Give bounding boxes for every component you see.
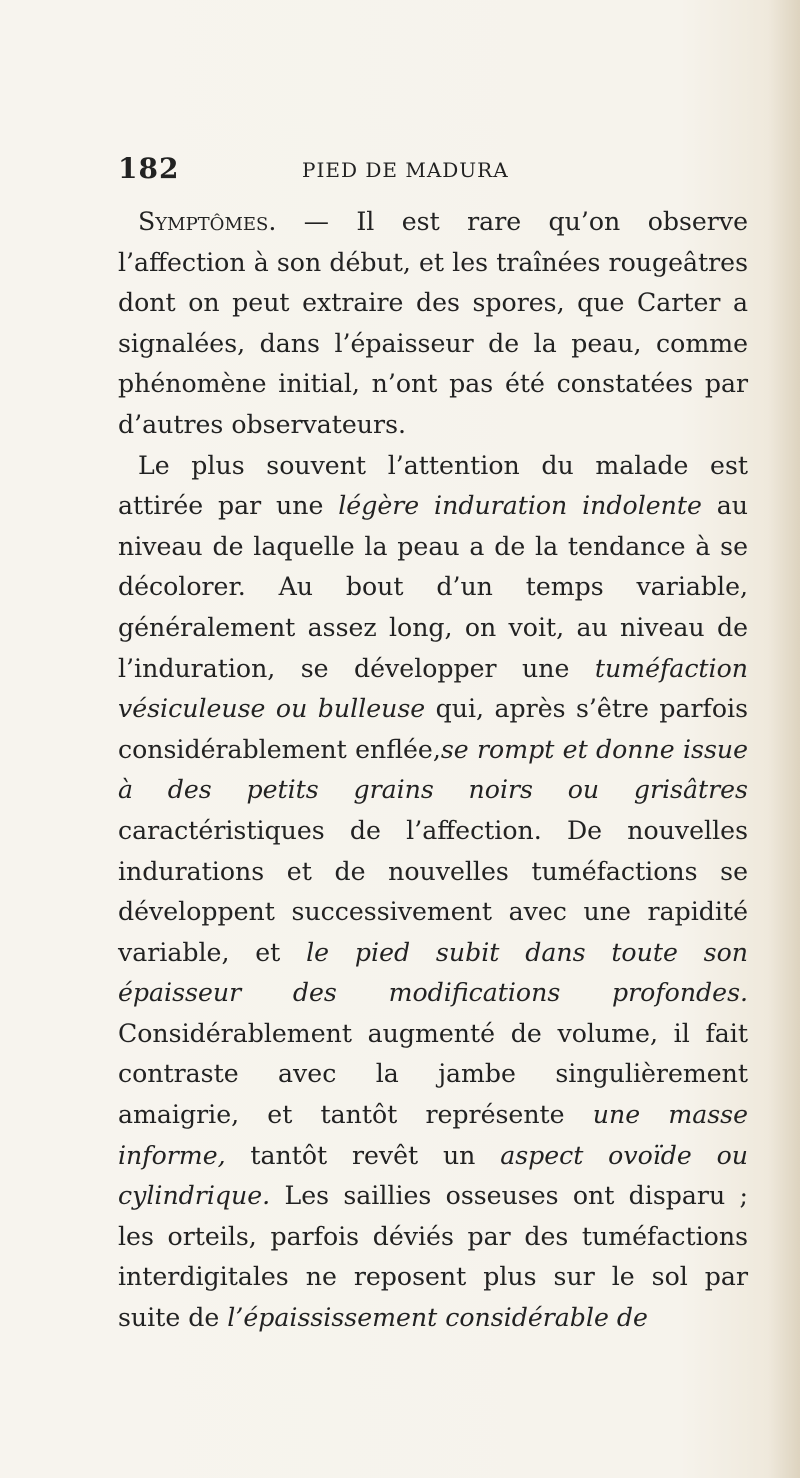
paragraph-symptoms — [118, 202, 748, 446]
text-segment: qui, après s’être parfois considérablement enflée, — [118, 694, 748, 764]
italic-segment: le pied subit dans toute son épaisseur des modifications profondes. — [118, 937, 748, 1008]
text-segment: Considérablement augmenté de volume, il fait contraste avec la jambe singulièrement amaigrie, et tantôt représente — [118, 1018, 748, 1130]
text-segment: Le plus souvent l’attention du malade est attirée par une — [118, 450, 748, 521]
paragraph-text: — Il est rare qu’on observe l’affection à son début, et les traînées rougeâtres dont on peut extraire des spores, que Carter a signalées, dans l’épaisseur de la peau, comme phénomène initial, n’ont pas été constatées par d’autres observateurs. — [118, 207, 748, 439]
body-text — [118, 202, 748, 1339]
italic-segment: légère induration indolente — [338, 491, 702, 521]
italic-segment: se rompt et donne issue à des petits grains noirs ou grisâtres — [118, 734, 749, 805]
page-header — [118, 152, 678, 196]
text-segment: au niveau de laquelle la peau a de la tendance à se décolorer. Au bout d’un temps variable, généralement assez long, on voit, au niveau de l’induration, se développer une — [118, 491, 748, 683]
page-number: 182 — [118, 152, 180, 185]
italic-segment: l’épaississement considérable de — [227, 1303, 648, 1333]
text-segment: tantôt revêt un — [225, 1140, 501, 1170]
italic-segment: aspect ovoïde ou cylindrique. — [118, 1140, 748, 1211]
paragraph-description — [118, 446, 748, 1339]
section-lead: Symptômes. — [138, 207, 277, 236]
running-head: PIED DE MADURA — [302, 158, 509, 182]
text-segment: caractéristiques de l’affection. De nouvelles indurations et de nouvelles tuméfactions se développent successivement avec une rapidité variable, et — [118, 815, 748, 967]
italic-segment: tuméfaction vésiculeuse ou bulleuse — [118, 653, 748, 724]
text-segment: Les saillies osseuses ont disparu ; les orteils, parfois déviés par des tuméfactions interdigitales ne reposent plus sur le sol par suite de — [118, 1181, 748, 1333]
italic-segment: une masse informe, — [118, 1100, 749, 1170]
